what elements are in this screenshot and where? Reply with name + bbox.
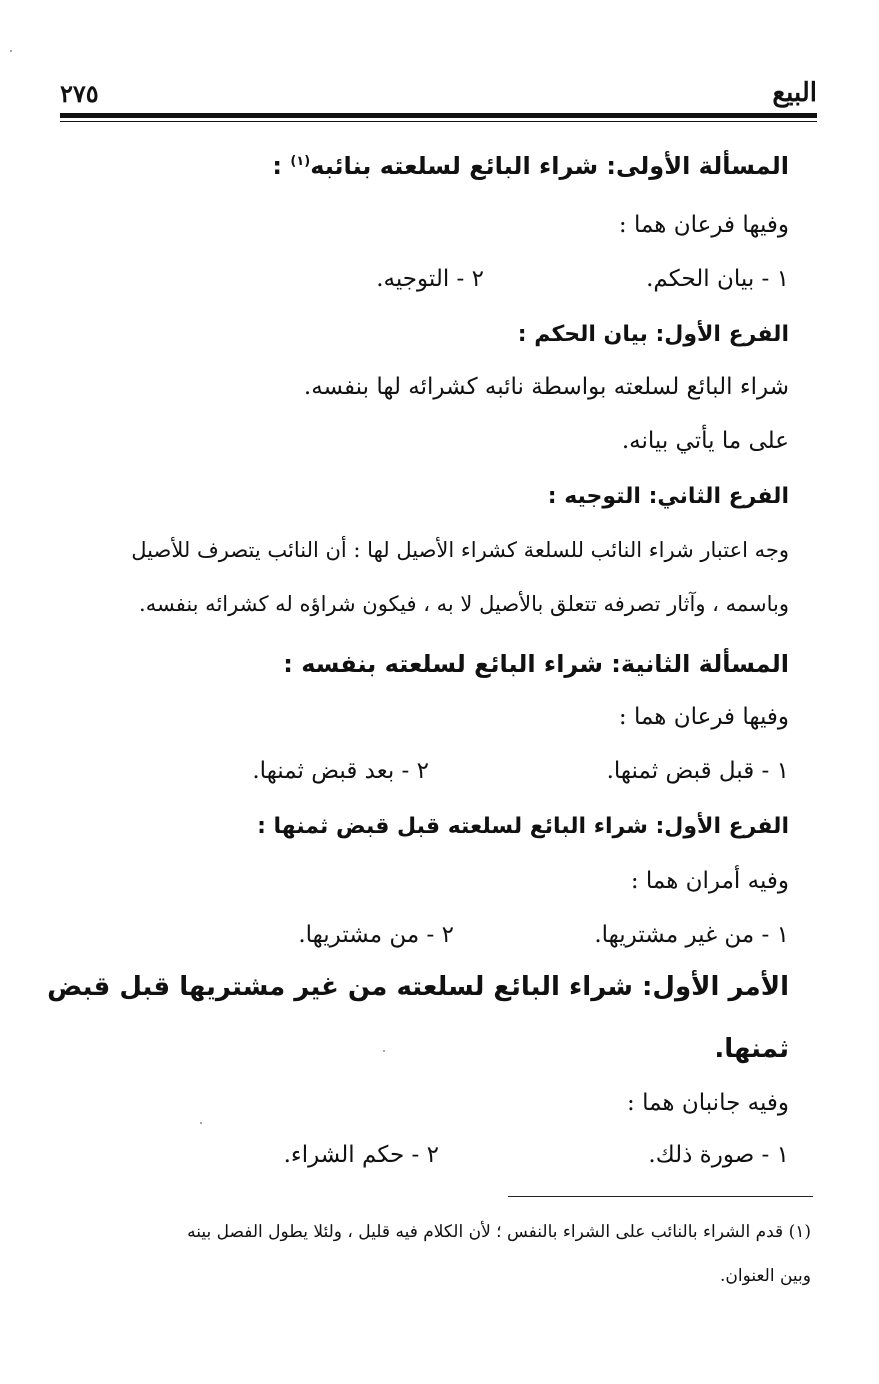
section-heading: المسألة الثانية: شراء البائع لسلعته بنفسه : xyxy=(283,650,789,678)
scan-speck xyxy=(10,50,12,52)
section-heading-text: المسألة الأولى: شراء البائع لسلعته بنائبه xyxy=(310,152,789,180)
section-heading-colon: : xyxy=(272,152,282,180)
list-item: ١ - بيان الحكم. xyxy=(646,266,789,292)
paragraph-line: على ما يأتي بيانه. xyxy=(621,428,789,454)
list-item: ١ - من غير مشتريها. xyxy=(594,922,789,948)
list-item: ٢ - من مشتريها. xyxy=(298,922,454,948)
numbered-list xyxy=(60,922,789,962)
section-heading xyxy=(60,152,789,180)
subsection-heading: الفرع الأول: شراء البائع لسلعته قبل قبض ثمنها : xyxy=(257,814,789,839)
header-title: البيع xyxy=(772,78,817,108)
list-item: ٢ - حكم الشراء. xyxy=(283,1142,439,1168)
paragraph-line: وباسمه ، وآثار تصرفه تتعلق بالأصيل لا به ، فيكون شراؤه له كشرائه بنفسه. xyxy=(139,592,789,616)
numbered-list xyxy=(60,758,789,798)
numbered-list xyxy=(60,1142,789,1182)
paragraph-line: وفيه أمران هما : xyxy=(630,868,789,894)
list-item: ٢ - التوجيه. xyxy=(376,266,484,292)
topic-heading: ثمنها. xyxy=(714,1034,789,1064)
paragraph-line: شراء البائع لسلعته بواسطة نائبه كشرائه لها بنفسه. xyxy=(303,374,789,400)
list-item: ١ - قبل قبض ثمنها. xyxy=(606,758,789,784)
subsection-heading: الفرع الثاني: التوجيه : xyxy=(547,484,789,509)
scan-speck xyxy=(200,1122,202,1124)
page-number: ٢٧٥ xyxy=(60,79,99,108)
paragraph-line: وفيها فرعان هما : xyxy=(618,704,789,730)
list-item: ٢ - بعد قبض ثمنها. xyxy=(252,758,429,784)
running-header xyxy=(60,68,817,108)
paragraph-line: وجه اعتبار شراء النائب للسلعة كشراء الأصيل لها : أن النائب يتصرف للأصيل xyxy=(131,538,789,562)
topic-heading: الأمر الأول: شراء البائع لسلعته من غير مشتريها قبل قبض xyxy=(47,972,789,1002)
header-rule-thin xyxy=(60,121,817,122)
footnote-rule xyxy=(508,1196,813,1197)
numbered-list xyxy=(60,266,789,306)
subsection-heading: الفرع الأول: بيان الحكم : xyxy=(517,322,789,347)
paragraph-line: وفيه جانبان هما : xyxy=(627,1090,789,1116)
footnote-line: وبين العنوان. xyxy=(719,1266,811,1286)
header-rule-thick xyxy=(60,113,817,118)
footnote-ref: (١) xyxy=(290,154,311,169)
list-item: ١ - صورة ذلك. xyxy=(648,1142,789,1168)
scan-speck xyxy=(383,1050,385,1052)
paragraph-line: وفيها فرعان هما : xyxy=(618,212,789,238)
footnote-line: (١) قدم الشراء بالنائب على الشراء بالنفس ؛ لأن الكلام فيه قليل ، ولئلا يطول الفصل بينه xyxy=(187,1222,811,1242)
